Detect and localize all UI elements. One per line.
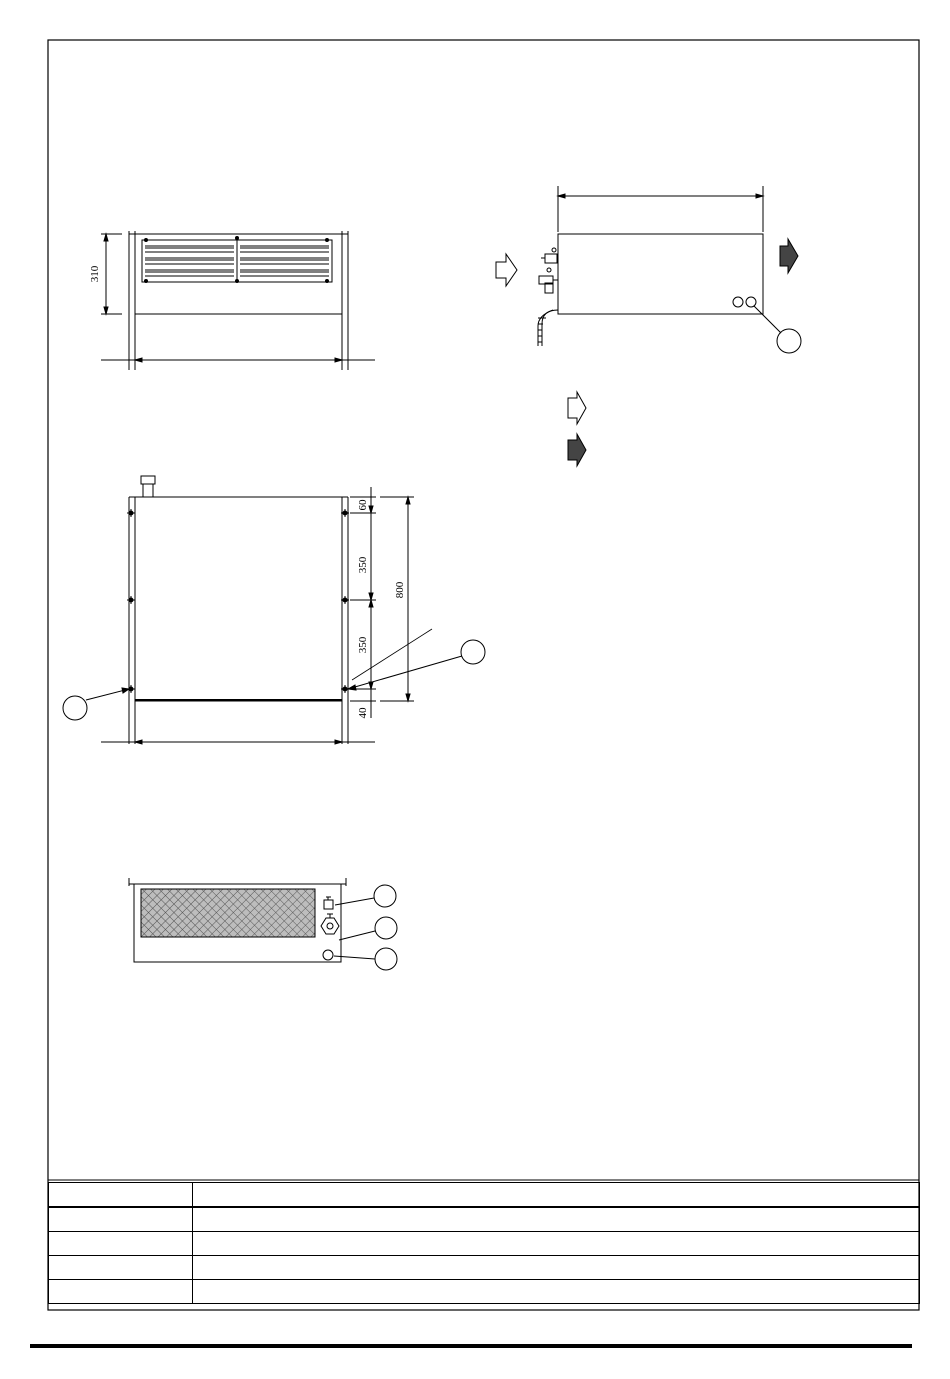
legend-row (49, 1183, 920, 1208)
legend-key-cell (49, 1280, 193, 1304)
drain-hose (542, 310, 558, 346)
callout-balloon (63, 696, 87, 720)
dim-plan-lower-spacing: 350 (357, 636, 369, 654)
side-view (538, 186, 801, 353)
front-view (101, 231, 375, 370)
legend-inlet-arrow-icon (568, 392, 586, 424)
rear-fitting-upper (324, 897, 333, 909)
drawing-frame (48, 40, 919, 1310)
callout-balloon (461, 640, 485, 664)
rear-filter-mesh (141, 889, 315, 937)
legend-desc-cell (193, 1280, 920, 1304)
legend-desc-cell (193, 1183, 920, 1208)
rear-fitting-middle (321, 914, 339, 934)
legend-row (49, 1256, 920, 1280)
callout-balloon (374, 885, 396, 907)
plan-view-body (135, 497, 342, 701)
dim-plan-top-offset: 60 (357, 499, 369, 511)
callout-balloon (375, 948, 397, 970)
callout-balloon (777, 329, 801, 353)
legend-desc-cell (193, 1207, 920, 1232)
rear-port-circle (323, 950, 333, 960)
callout-balloon (375, 917, 397, 939)
legend-desc-cell (193, 1256, 920, 1280)
mounting-points (129, 511, 347, 691)
legend-desc-cell (193, 1232, 920, 1256)
legend-key-cell (49, 1256, 193, 1280)
front-grille (142, 237, 332, 283)
side-view-body (558, 234, 763, 314)
legend-table (48, 1182, 920, 1304)
legend-outlet-arrow-icon (568, 434, 586, 466)
air-inlet-arrow-icon (496, 254, 517, 286)
legend-row (49, 1280, 920, 1304)
dim-front-height: 310 (89, 265, 101, 283)
air-outlet-arrow-icon (780, 239, 798, 273)
side-port-circle (733, 297, 743, 307)
legend-key-cell (49, 1207, 193, 1232)
legend-key-cell (49, 1232, 193, 1256)
side-fittings (539, 248, 558, 293)
dim-plan-total-depth: 800 (394, 581, 406, 599)
legend-row (49, 1232, 920, 1256)
legend-key-cell (49, 1183, 193, 1208)
dim-plan-bottom-offset: 40 (357, 707, 369, 719)
rear-view (129, 878, 397, 970)
side-port-circle (746, 297, 756, 307)
plan-top-fitting (143, 484, 153, 497)
legend-row (49, 1207, 920, 1232)
dim-plan-upper-spacing: 350 (357, 556, 369, 574)
plan-view (63, 476, 485, 744)
